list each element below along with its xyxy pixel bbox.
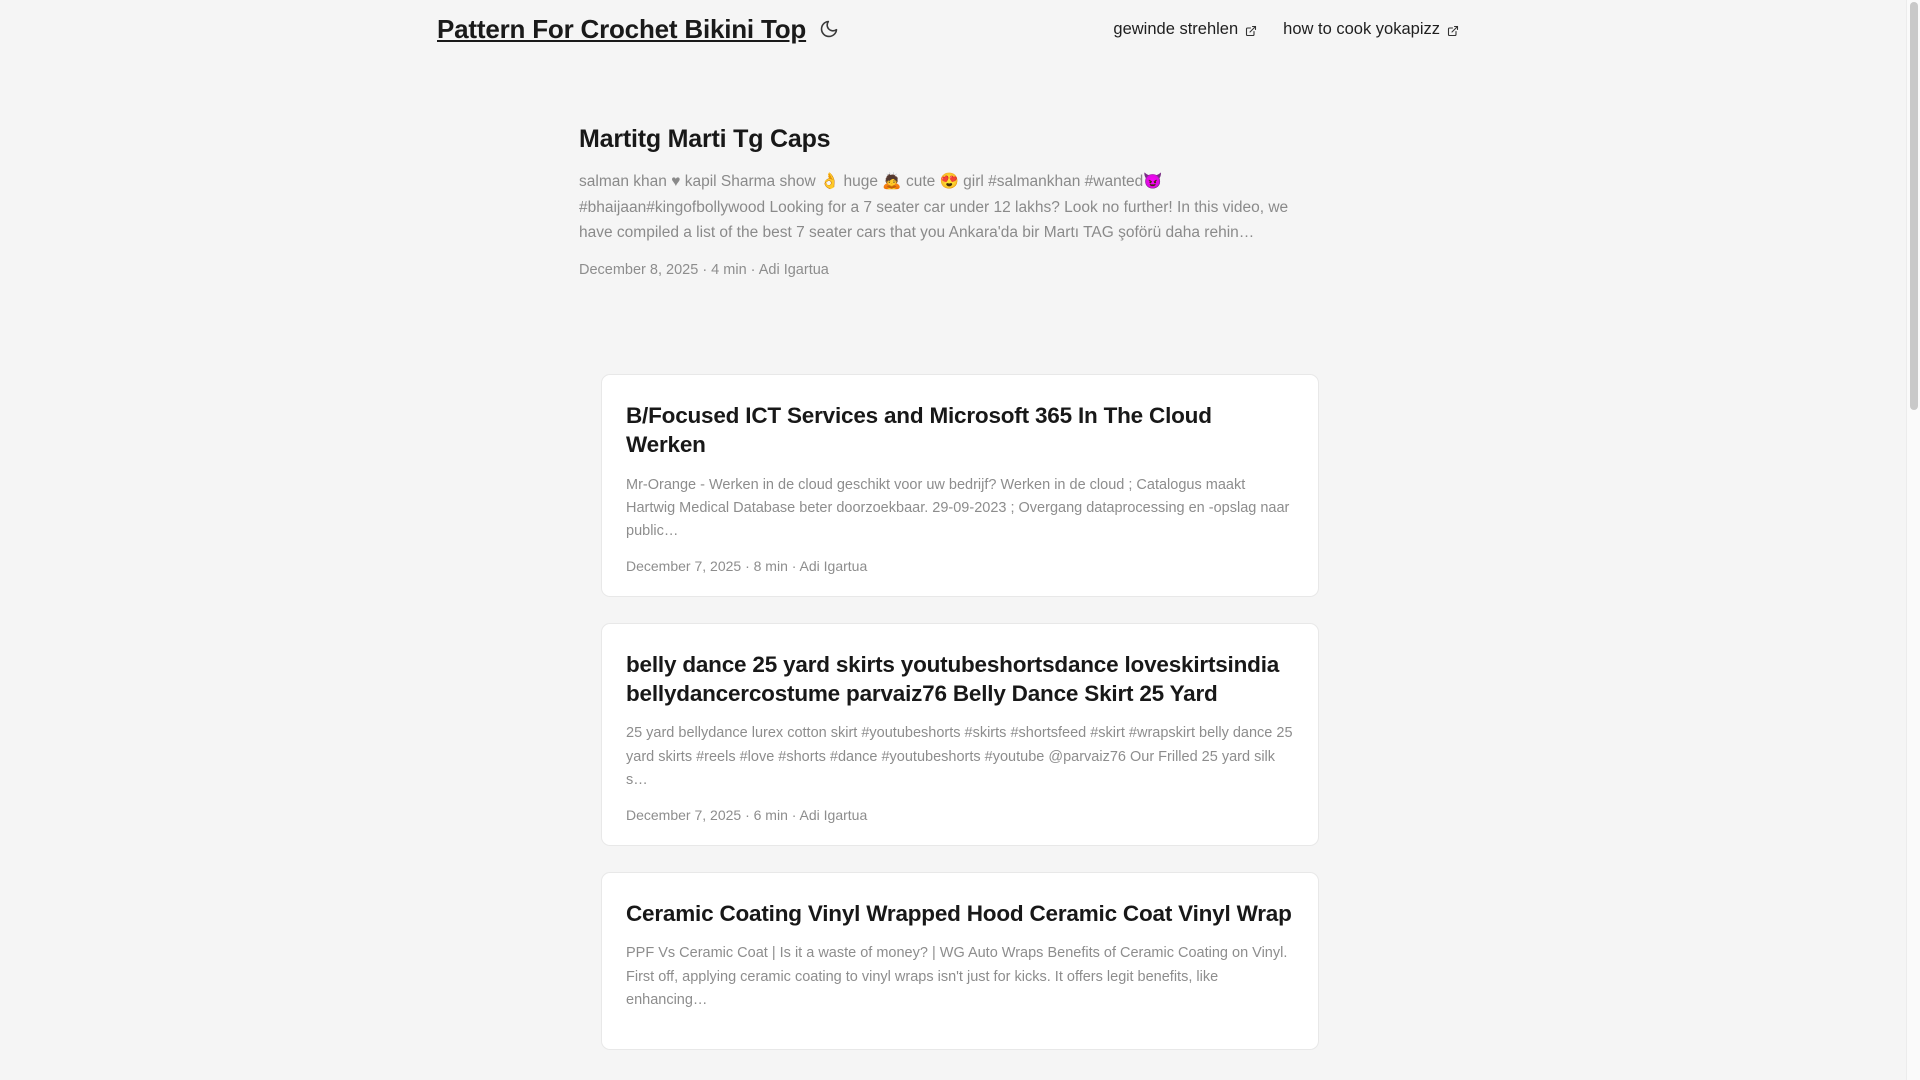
nav-link-label: how to cook yokapizz <box>1283 19 1440 38</box>
post-title[interactable]: B/Focused ICT Services and Microsoft 365 In The Cloud Werken <box>626 403 1212 458</box>
header-nav <box>1113 0 1920 58</box>
post-title[interactable]: belly dance 25 yard skirts youtubeshortsdance loveskirtsindia bellydancercostume parvaiz76 Belly Dance Skirt 25 Yard <box>626 651 1280 707</box>
main-content <box>0 58 1920 1050</box>
post-feed <box>579 124 1319 1050</box>
post-excerpt: PPF Vs Ceramic Coat | Is it a waste of money? | WG Auto Wraps Benefits of Ceramic Coating on Vinyl. First off, applying ceramic coating to vinyl wraps isn't just for kicks. It offers legit benefits, like enhancing… <box>626 945 1288 1009</box>
external-link-icon <box>1447 23 1459 35</box>
site-title[interactable]: Pattern For Crochet Bikini Top <box>437 13 807 44</box>
post-title[interactable]: Ceramic Coating Vinyl Wrapped Hood Ceramic Coat Vinyl Wrap <box>626 900 1292 926</box>
nav-link-how-to-cook-yokapizz[interactable] <box>1283 20 1459 39</box>
post-meta: December 7, 2025 · 6 min · Adi Igartua <box>626 806 868 823</box>
post-title[interactable]: Martitg Marti Tg Caps <box>579 125 831 153</box>
post-excerpt: salman khan ♥ kapil Sharma show 👌 huge 🙇 cute 😍 girl #salmankhan #wanted😈 #bhaijaan#kingofbollywood Looking for a 7 seater car under 12 lakhs? Look no further! In this video, we have compiled a list of the best 7 seater cars that you Ankara'da bir Martı TAG şoförü daha rehin… <box>579 173 1289 241</box>
list-item[interactable] <box>579 124 1319 278</box>
site-header <box>0 0 1920 58</box>
post-excerpt: 25 yard bellydance lurex cotton skirt #youtubeshorts #skirts #shortsfeed #skirt #wrapskirt belly dance 25 yard skirts #reels #love #shorts #dance #youtubeshorts #youtube @parvaiz76 Our Frilled 25 yard silk s… <box>626 725 1293 789</box>
post-meta: December 7, 2025 · 8 min · Adi Igartua <box>626 557 868 574</box>
list-item[interactable] <box>601 374 1319 597</box>
scrollbar-thumb[interactable] <box>1910 2 1918 410</box>
list-item[interactable] <box>601 872 1319 1050</box>
external-link-icon <box>1245 23 1257 35</box>
post-excerpt: Mr-Orange - Werken in de cloud geschikt voor uw bedrijf? Werken in de cloud ; Catalogus maakt Hartwig Medical Database beter doorzoekbaar. 29-09-2023 ; Overgang dataprocessing en -opslag naar public… <box>626 476 1290 540</box>
nav-link-gewinde-strehlen[interactable] <box>1113 20 1257 39</box>
post-meta: December 8, 2025 · 4 min · Adi Igartua <box>579 262 829 278</box>
scrollbar[interactable] <box>1906 0 1920 1080</box>
nav-link-label: gewinde strehlen <box>1113 19 1239 38</box>
header-left-group <box>437 14 840 45</box>
moon-icon[interactable] <box>818 18 840 40</box>
list-item[interactable] <box>601 623 1319 846</box>
